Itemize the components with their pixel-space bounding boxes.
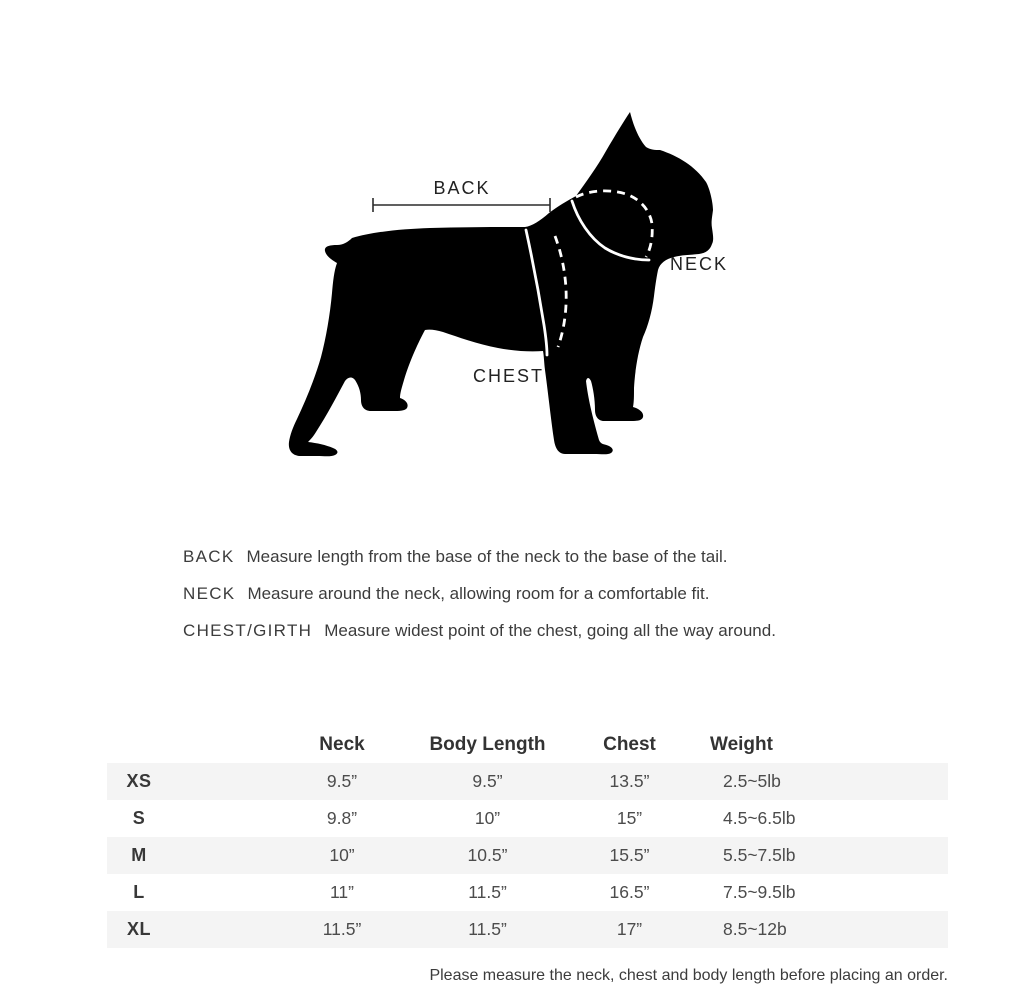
cell-body-length: 10” (474, 808, 501, 828)
cell-neck: 10” (329, 845, 355, 865)
instruction-neck (183, 575, 776, 612)
chest-label: CHEST (473, 366, 545, 386)
cell-body-length: 10.5” (467, 845, 508, 865)
cell-neck: 11” (330, 882, 354, 902)
cell-neck: 11.5” (322, 919, 362, 939)
instruction-text: Measure widest point of the chest, going all the way around. (324, 621, 776, 640)
header-row (107, 726, 948, 763)
cell-weight: 5.5~7.5lb (723, 845, 796, 865)
size-chart-table (107, 726, 948, 948)
size-label: M (131, 845, 147, 865)
instruction-term: BACK (183, 547, 235, 566)
cell-weight: 2.5~5lb (723, 771, 781, 791)
instruction-term: NECK (183, 584, 236, 603)
cell-weight: 4.5~6.5lb (723, 808, 796, 828)
corner-cell (107, 726, 171, 763)
table-row-l (107, 874, 948, 911)
measurement-instructions (183, 538, 776, 649)
col-header-body-length: Body Length (429, 733, 546, 755)
col-header-weight: Weight (710, 733, 773, 755)
size-table-header (107, 726, 948, 763)
cell-neck: 9.5” (326, 771, 358, 791)
instruction-chest-girth (183, 612, 776, 649)
instruction-term: CHEST/GIRTH (183, 621, 313, 640)
size-label: XL (126, 919, 151, 939)
back-measure-line (373, 198, 550, 212)
size-label: S (132, 808, 146, 828)
table-row-xl (107, 911, 948, 948)
col-header-neck: Neck (319, 733, 365, 755)
size-label: L (133, 882, 145, 902)
cell-chest: 15.5” (609, 845, 650, 865)
table-row-s (107, 800, 948, 837)
dog-silhouette (289, 112, 713, 456)
instruction-text: Measure around the neck, allowing room for a comfortable fit. (247, 584, 710, 603)
col-header-chest: Chest (603, 733, 656, 755)
instruction-back (183, 538, 776, 575)
size-label: XS (126, 771, 152, 791)
table-row-xs (107, 763, 948, 800)
back-label: BACK (433, 178, 491, 198)
cell-chest: 13.5” (609, 771, 650, 791)
instruction-text: Measure length from the base of the neck to the base of the tail. (246, 547, 728, 566)
cell-body-length: 9.5” (472, 771, 503, 791)
cell-neck: 9.8” (326, 808, 358, 828)
cell-chest: 17” (616, 919, 643, 939)
table-row-m (107, 837, 948, 874)
cell-weight: 8.5~12b (723, 919, 787, 939)
cell-chest: 15” (616, 808, 643, 828)
cell-chest: 16.5” (609, 882, 650, 902)
cell-body-length: 11.5” (468, 919, 507, 939)
footer-note: Please measure the neck, chest and body length before placing an order. (429, 967, 948, 984)
dog-measurement-diagram (270, 95, 740, 465)
cell-weight: 7.5~9.5lb (723, 882, 796, 902)
neck-label: NECK (670, 254, 729, 274)
cell-body-length: 11.5” (468, 882, 507, 902)
